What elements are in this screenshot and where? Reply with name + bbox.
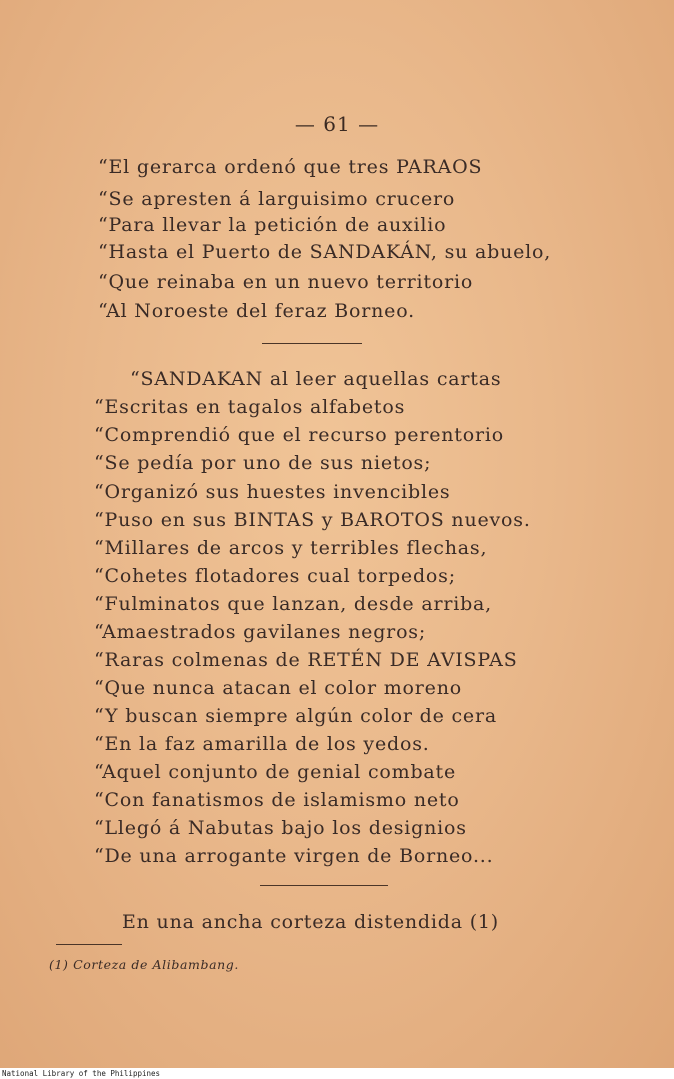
verse-line: “Amaestrados gavilanes negros; bbox=[94, 621, 427, 643]
verse-line: “Y buscan siempre algún color de cera bbox=[94, 705, 497, 727]
verse-line: “De una arrogante virgen de Borneo... bbox=[94, 845, 494, 867]
verse-line: “Llegó á Nabutas bajo los designios bbox=[94, 817, 467, 839]
verse-line: “Organizó sus huestes invencibles bbox=[94, 481, 451, 503]
verse-line: “Para llevar la petición de auxilio bbox=[98, 214, 447, 236]
verse-line: “Se apresten á larguisimo crucero bbox=[98, 188, 456, 210]
verse-line: “Hasta el Puerto de SANDAKÁN, su abuelo, bbox=[98, 241, 552, 263]
library-credit-strip bbox=[0, 1068, 674, 1079]
verse-line: “El gerarca ordenó que tres PARAOS bbox=[98, 156, 483, 178]
verse-line: “Comprendió que el recurso perentorio bbox=[94, 424, 504, 446]
verse-line: “Millares de arcos y terribles flechas, bbox=[94, 537, 488, 559]
verse-line: “SANDAKAN al leer aquellas cartas bbox=[130, 368, 502, 390]
verse-line: “Al Noroeste del feraz Borneo. bbox=[98, 300, 415, 322]
section-divider bbox=[262, 343, 362, 344]
verse-line: “Raras colmenas de RETÉN DE AVISPAS bbox=[94, 649, 518, 671]
footnote: (1) Corteza de Alibambang. bbox=[49, 957, 239, 972]
section-divider bbox=[260, 885, 388, 886]
verse-line: “Puso en sus BINTAS y BAROTOS nuevos. bbox=[94, 509, 531, 531]
verse-line: “En la faz amarilla de los yedos. bbox=[94, 733, 430, 755]
library-credit: National Library of the Philippines bbox=[2, 1069, 161, 1078]
verse-line: “Escritas en tagalos alfabetos bbox=[94, 396, 406, 418]
verse-line: “Cohetes flotadores cual torpedos; bbox=[94, 565, 456, 587]
closing-line: En una ancha corteza distendida (1) bbox=[122, 911, 500, 933]
verse-line: “Aquel conjunto de genial combate bbox=[94, 761, 457, 783]
verse-line: “Que reinaba en un nuevo territorio bbox=[98, 271, 474, 293]
footnote-divider bbox=[56, 944, 122, 945]
verse-line: “Se pedía por uno de sus nietos; bbox=[94, 452, 432, 474]
verse-line: “Que nunca atacan el color moreno bbox=[94, 677, 463, 699]
verse-line: “Fulminatos que lanzan, desde arriba, bbox=[94, 593, 493, 615]
page-number: — 61 — bbox=[294, 112, 380, 136]
verse-line: “Con fanatismos de islamismo neto bbox=[94, 789, 460, 811]
